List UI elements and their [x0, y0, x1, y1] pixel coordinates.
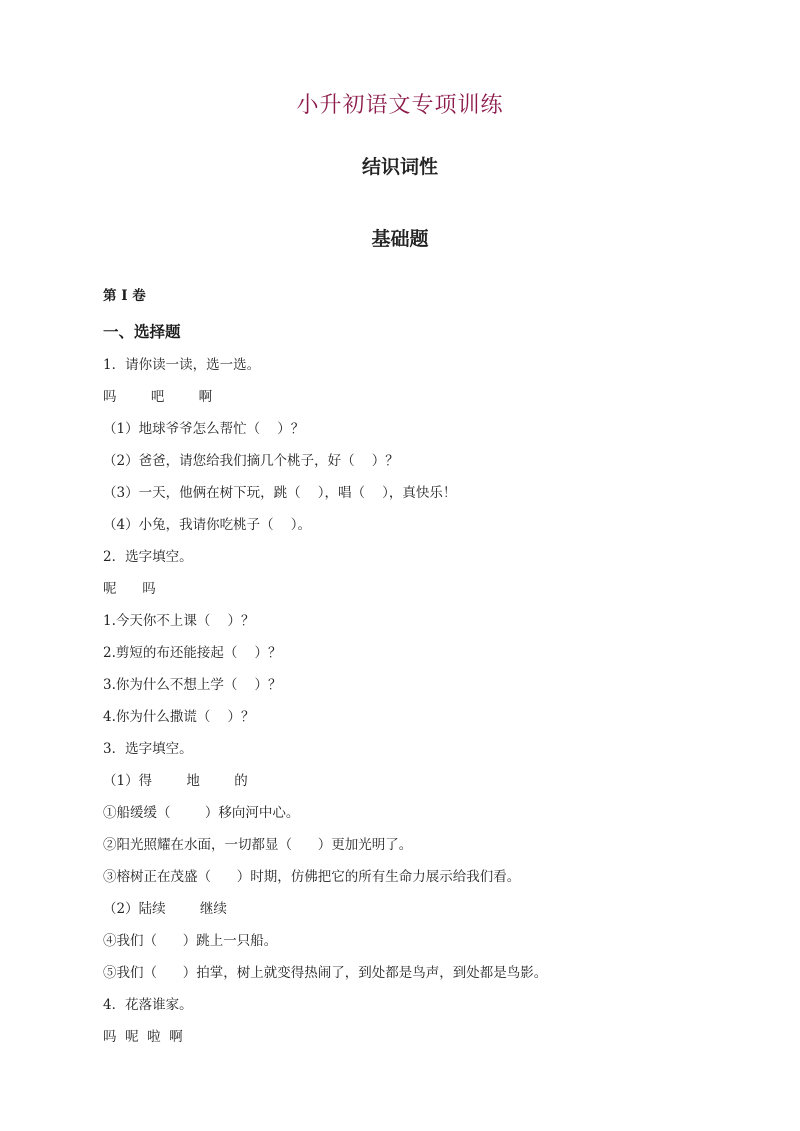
question-2-item-1: 1.今天你不上课（ ）？ — [103, 613, 255, 629]
question-3-part-1-options: （1）得 地 的 — [103, 773, 248, 789]
document-subtitle: 结识词性 — [361, 156, 438, 178]
question-1-item-2: （2）爸爸，请您给我们摘几个桃子，好（ ）？ — [103, 453, 399, 469]
question-2-item-2: 2.剪短的布还能接起（ ）？ — [103, 645, 282, 661]
question-4-prompt: 4．花落谁家。 — [103, 997, 193, 1013]
question-2-prompt: 2．选字填空。 — [103, 549, 193, 565]
question-2-options: 呢 吗 — [103, 581, 156, 597]
question-2-item-4: 4.你为什么撒谎（ ）？ — [103, 709, 255, 725]
question-3-prompt: 3．选字填空。 — [103, 741, 193, 757]
question-3-item-2: ②阳光照耀在水面，一切都显（ ）更加光明了。 — [103, 837, 413, 853]
question-1-prompt: 1．请你读一读，选一选。 — [103, 357, 261, 373]
question-3-item-4: ④我们（ ）跳上一只船。 — [103, 933, 278, 949]
difficulty-heading: 基础题 — [371, 228, 429, 250]
question-4-options: 吗 呢 啦 啊 — [103, 1029, 183, 1045]
section-heading: 一、选择题 — [103, 322, 181, 341]
document-body — [103, 284, 723, 1060]
question-1-item-4: （4）小兔，我请你吃桃子（ ）。 — [103, 517, 312, 533]
question-3-item-1: ①船缓缓（ ）移向河中心。 — [103, 805, 300, 821]
volume-label: 第 I 卷 — [103, 288, 146, 304]
document-title: 小升初语文专项训练 — [296, 93, 504, 118]
question-3-item-5: ⑤我们（ ）拍掌，树上就变得热闹了，到处都是鸟声，到处都是鸟影。 — [103, 965, 548, 981]
question-1-item-3: （3）一天，他俩在树下玩，跳（ ），唱（ ），真快乐！ — [103, 485, 457, 501]
question-3-part-2-options: （2）陆续 继续 — [103, 901, 227, 917]
question-3-item-3: ③榕树正在茂盛（ ）时期，仿佛把它的所有生命力展示给我们看。 — [103, 869, 521, 885]
question-2-item-3: 3.你为什么不想上学（ ）？ — [103, 677, 282, 693]
question-1-item-1: （1）地球爷爷怎么帮忙（ ）？ — [103, 421, 305, 437]
question-1-options: 吗 吧 啊 — [103, 389, 213, 405]
